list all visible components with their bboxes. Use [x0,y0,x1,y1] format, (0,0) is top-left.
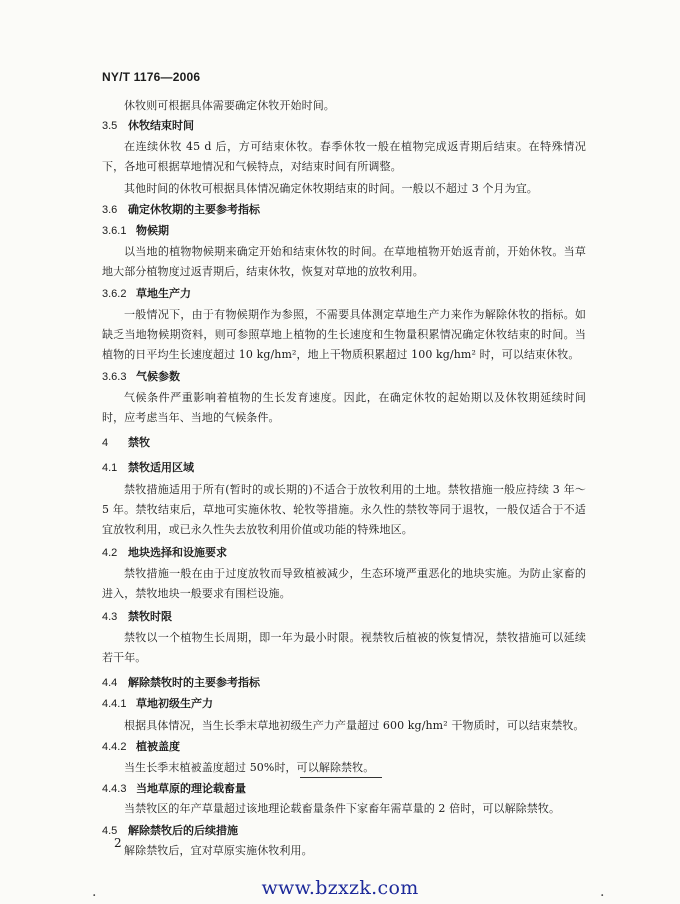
section-number: 4.4.2 [102,741,127,753]
section-number: 3.6 [102,204,118,216]
section-heading [102,673,586,693]
section-title: 物候期 [136,224,169,237]
section-number: 4.4.1 [102,698,127,710]
page-number: 2 [114,836,122,850]
section-number: 4 [102,437,109,449]
paragraph: 禁牧以一个植物生长周期，即一年为最小时限。视禁牧后植被的恢复情况，禁牧措施可以延续若干年。 [102,631,586,664]
section-heading [102,200,586,220]
section-title: 休牧结束时间 [128,119,194,132]
paragraph: 解除禁牧后，宜对草原实施休牧利用。 [124,844,313,857]
section-number: 3.6.1 [102,225,127,237]
section-heading [102,737,586,757]
section-heading [102,221,586,241]
section-heading [102,458,586,478]
paragraph: 根据具体情况，当生长季末草地初级生产力产量超过 600 kg/hm² 干物质时，可以结束禁牧。 [124,719,585,732]
paragraph: 气候条件严重影响着植物的生长发育速度。因此，在确定休牧的起始期以及休牧期延续时间时，应考虑当年、当地的气候条件。 [102,391,586,424]
section-heading [102,116,586,136]
section-title: 植被盖度 [136,740,180,753]
section-title: 确定休牧期的主要参考指标 [128,203,260,216]
paragraph: 当生长季末植被盖度超过 50%时，可以解除禁牧。 [124,761,375,774]
section-heading [102,694,586,714]
section-number: 4.5 [102,825,118,837]
section-number: 3.6.3 [102,371,127,383]
paragraph: 在连续休牧 45 d 后，方可结束休牧。春季休牧一般在植物完成返青期后结束。在特殊情况下，各地可根据草地情况和气候特点，对结束时间有所调整。 [102,140,586,173]
section-heading [102,821,586,841]
end-divider [300,777,382,778]
section-title: 禁牧适用区域 [128,461,194,474]
section-number: 4.3 [102,611,118,623]
section-title: 禁牧 [128,436,150,449]
watermark-url[interactable]: www.bzxzk.com [261,877,419,899]
paragraph: 其他时间的休牧可根据具体情况确定休牧期结束的时间。一般以不超过 3 个月为宜。 [124,182,538,195]
corner-dot-left: . [92,884,97,900]
section-heading [102,433,586,453]
standard-number: NY/T 1176—2006 [102,70,201,84]
section-heading [102,779,586,799]
paragraph: 当禁牧区的年产草量超过该地理论载畜量条件下家畜年需草量的 2 倍时，可以解除禁牧。 [124,802,561,815]
section-number: 4.4.3 [102,783,127,795]
section-number: 4.1 [102,462,118,474]
section-title: 解除禁牧后的后续措施 [128,824,238,837]
paragraph: 禁牧措施一般在由于过度放牧而导致植被减少，生态环境严重恶化的地块实施。为防止家畜的进入，禁牧地块一般要求有围栏设施。 [102,567,586,600]
section-number: 4.4 [102,677,118,689]
section-heading [102,284,586,304]
section-title: 地块选择和设施要求 [128,546,227,559]
section-title: 气候参数 [136,370,180,383]
section-title: 禁牧时限 [128,610,172,623]
section-number: 3.6.2 [102,288,127,300]
paragraph: 休牧则可根据具体需要确定休牧开始时间。 [124,99,335,112]
section-heading [102,543,586,563]
section-heading [102,607,586,627]
paragraph: 禁牧措施适用于所有(暂时的或长期的)不适合于放牧利用的土地。禁牧措施一般应持续 3 年～5 年。禁牧结束后，草地可实施休牧、轮牧等措施。永久性的禁牧等同于退牧，一般仅适合于不适宜放牧利用，或已永久性失去放牧利用价值或功能的特殊地区。 [102,483,586,536]
section-title: 草地生产力 [136,287,191,300]
paragraph: 以当地的植物物候期来确定开始和结束休牧的时间。在草地植物开始返青前，开始休牧。当草地大部分植物度过返青期后，结束休牧，恢复对草地的放牧利用。 [102,245,586,278]
section-title: 当地草原的理论载畜量 [136,782,246,795]
corner-dot-right: . [600,884,605,900]
section-title: 解除禁牧时的主要参考指标 [128,676,260,689]
section-number: 3.5 [102,120,118,132]
section-number: 4.2 [102,547,118,559]
section-title: 草地初级生产力 [136,697,213,710]
section-heading [102,367,586,387]
paragraph: 一般情况下，由于有物候期作为参照，不需要具体测定草地生产力来作为解除休牧的指标。如缺乏当地物候期资料，则可参照草地上植物的生长速度和生物量积累情况确定休牧结束的时间。当植物的日平均生长速度超过 10 kg/hm²，地上干物质积累超过 100 kg/hm² 时，可以结束休牧。 [102,308,586,361]
